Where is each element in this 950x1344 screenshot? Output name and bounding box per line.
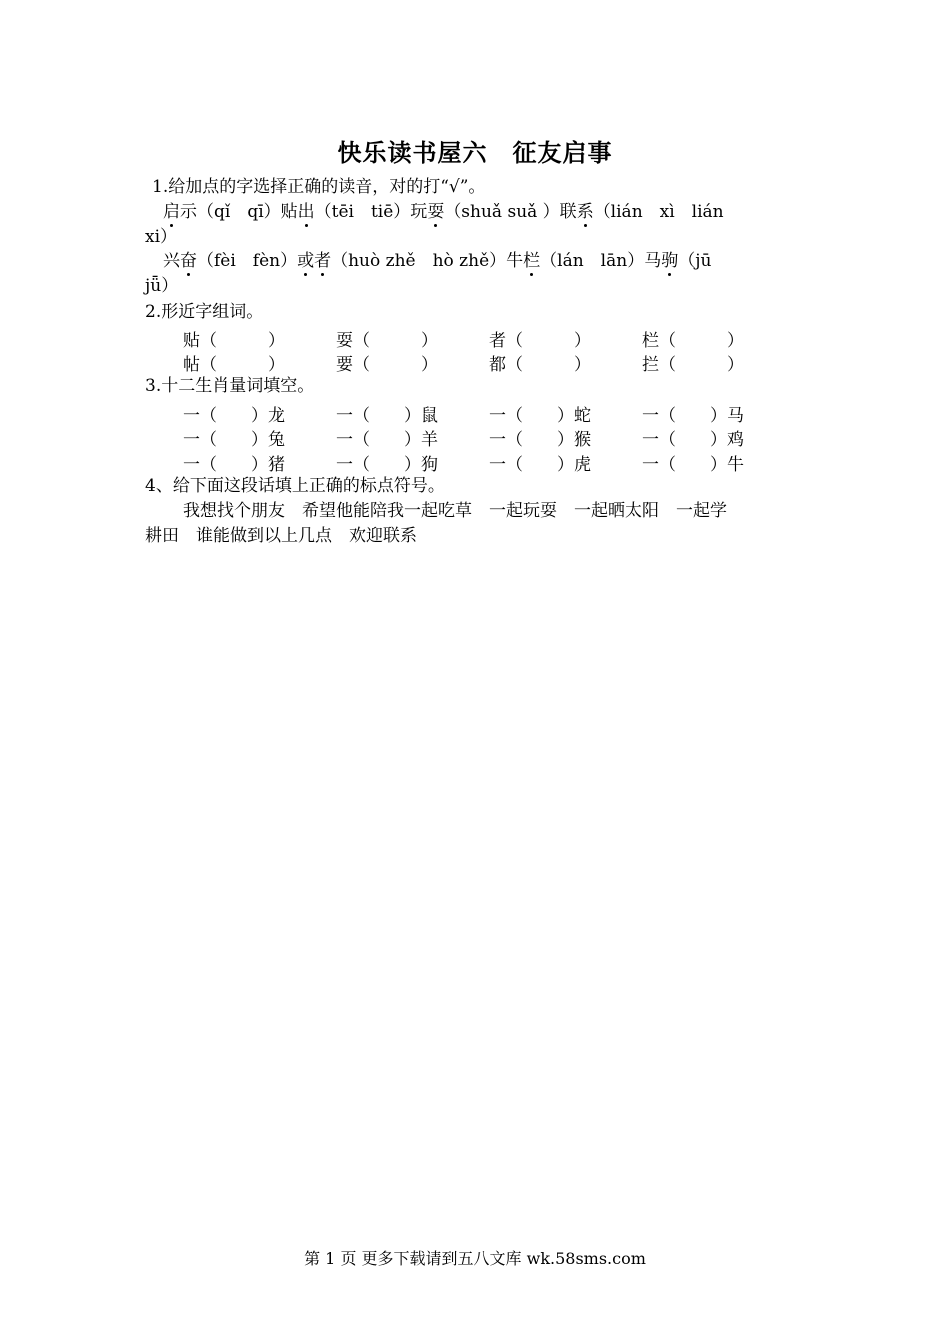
q1-line-3 (163, 250, 711, 272)
q3-cell: 一（ ）猴 (489, 430, 591, 450)
q1-heading: 1.给加点的字选择正确的读音，对的打“√”。 (152, 177, 486, 197)
q1-pinyin: （fèi fèn） (197, 251, 298, 271)
q3-cell: 一（ ）狗 (336, 455, 438, 475)
q3-cell: 一（ ）兔 (183, 430, 285, 450)
q3-cell: 一（ ）马 (642, 406, 744, 426)
q2-cell: 都（ ） (489, 355, 591, 375)
dotted-char: 驹 (661, 251, 679, 271)
page-title: 快乐读书屋六 征友启事 (337, 138, 613, 167)
q2-cell: 耍（ ） (336, 331, 438, 351)
q1-line-4: jǖ） (145, 276, 179, 296)
q1-line-1 (163, 201, 724, 223)
dotted-char: 出 (297, 202, 315, 222)
q3-cell: 一（ ）鸡 (642, 430, 744, 450)
q4-paragraph-line-1: 我想找个朋友 希望他能陪我一起吃草 一起玩耍 一起晒太阳 一起学 (183, 501, 727, 521)
q2-cell: 贴（ ） (183, 331, 285, 351)
q3-row (0, 401, 950, 426)
q1-line-2: xi） (145, 227, 178, 247)
q4-heading: 4、给下面这段话填上正确的标点符号。 (145, 476, 445, 496)
dotted-char: 栏 (523, 251, 541, 271)
q3-cell: 一（ ）虎 (489, 455, 591, 475)
dotted-char: 系 (576, 202, 594, 222)
q2-row (0, 350, 950, 375)
q3-row (0, 450, 950, 475)
q3-row (0, 425, 950, 450)
dotted-char: 启 (163, 202, 180, 222)
page-footer: 第 1 页 更多下载请到五八文库 wk.58sms.com (304, 1249, 646, 1268)
q2-cell: 者（ ） (489, 331, 591, 351)
q1-text: 示 (180, 202, 197, 222)
q3-cell: 一（ ）羊 (336, 430, 438, 450)
dotted-char: 耍 (427, 202, 445, 222)
q3-cell: 一（ ）蛇 (489, 406, 591, 426)
q1-pinyin: （tēi tiē）玩 (314, 202, 428, 222)
q1-pinyin: （huò zhě hò zhě）牛 (331, 251, 524, 271)
dotted-char: 者 (314, 251, 332, 271)
q1-pinyin: （jū (678, 251, 712, 271)
q3-cell: 一（ ）鼠 (336, 406, 438, 426)
q1-pinyin: （lán lān）马 (540, 251, 662, 271)
q4-paragraph-line-2: 耕田 谁能做到以上几点 欢迎联系 (145, 526, 417, 546)
q3-heading: 3.十二生肖量词填空。 (145, 376, 315, 396)
q2-cell: 拦（ ） (642, 355, 744, 375)
q1-pinyin: （lián xì lián (593, 202, 724, 222)
q2-cell: 栏（ ） (642, 331, 744, 351)
q3-cell: 一（ ）牛 (642, 455, 744, 475)
q1-pinyin: （shuǎ suǎ ）联 (444, 202, 577, 222)
q2-cell: 要（ ） (336, 355, 438, 375)
q3-cell: 一（ ）龙 (183, 406, 285, 426)
dotted-char: 或 (297, 251, 315, 271)
q2-row (0, 326, 950, 351)
q2-heading: 2.形近字组词。 (145, 302, 264, 322)
q3-cell: 一（ ）猪 (183, 455, 285, 475)
q1-pinyin: （qǐ qī）贴 (197, 202, 298, 222)
q1-text: 兴 (163, 251, 180, 271)
q2-cell: 帖（ ） (183, 355, 285, 375)
dotted-char: 奋 (180, 251, 197, 271)
